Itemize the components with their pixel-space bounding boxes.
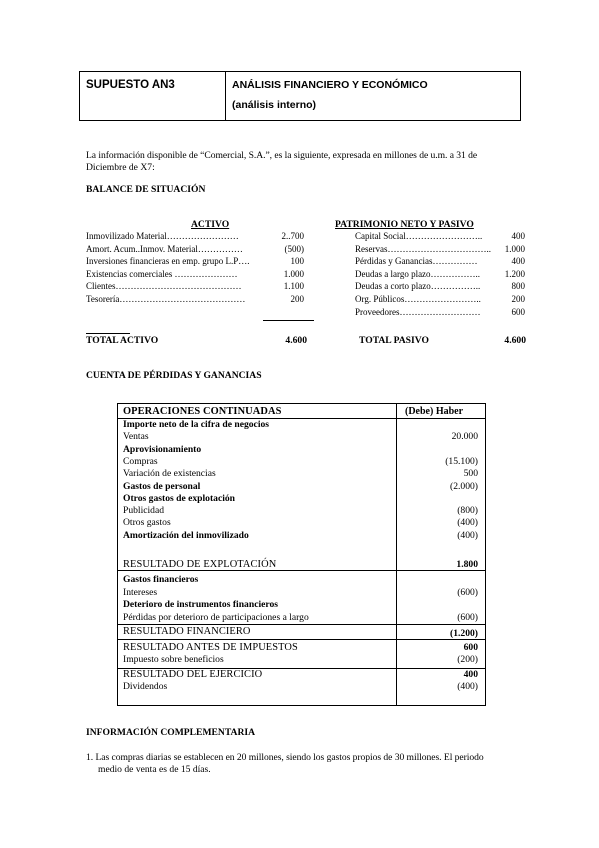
pyg-row xyxy=(118,481,485,492)
pyg-impuesto-label: Impuesto sobre beneficios xyxy=(123,654,224,665)
pyg-res-ejercicio-row xyxy=(118,669,485,680)
pyg-rule-fin-top xyxy=(118,624,485,625)
case-code: SUPUESTO AN3 xyxy=(86,79,175,91)
header-box xyxy=(79,71,521,121)
pasivo-line xyxy=(355,244,525,255)
pyg-heading: CUENTA DE PÉRDIDAS Y GANANCIAS xyxy=(86,370,262,381)
pyg-res-explotacion-row xyxy=(118,559,485,570)
pyg-row xyxy=(118,456,485,467)
pasivo-label: Pérdidas y Ganancias…………… xyxy=(355,256,478,267)
pasivo-value: 600 xyxy=(511,306,525,317)
pyg-res-financiero-row xyxy=(118,626,485,637)
pyg-row-label: Gastos financieros xyxy=(123,574,199,585)
activo-label: Amort. Acum..Inmov. Material…………… xyxy=(86,243,243,254)
pyg-row xyxy=(118,599,485,610)
pasivo-line xyxy=(355,269,525,280)
pasivo-line xyxy=(355,294,525,305)
activo-title: ACTIVO xyxy=(191,219,230,230)
activo-value: 100 xyxy=(290,256,304,267)
activo-line xyxy=(86,269,304,280)
total-pasivo-label: TOTAL PASIVO xyxy=(359,335,429,346)
pasivo-value: 400 xyxy=(511,231,525,241)
pyg-res-explotacion-value: 1.800 xyxy=(456,559,478,570)
pyg-row-label: Variación de existencias xyxy=(123,468,216,480)
pyg-row-label: Compras xyxy=(123,455,158,467)
pyg-row-value: (15.100) xyxy=(445,455,478,467)
pyg-row-label: Pérdidas por deterioro de participaciones a largo xyxy=(123,611,309,623)
pasivo-title: PATRIMONIO NETO Y PASIVO xyxy=(335,219,474,230)
total-pasivo-value: 4.600 xyxy=(504,335,526,346)
pasivo-line xyxy=(355,281,525,292)
pyg-row xyxy=(118,587,485,598)
pyg-rule-explotacion xyxy=(118,570,485,571)
pyg-row-value: (600) xyxy=(457,586,478,598)
pasivo-label: Deudas a largo plazo…………….. xyxy=(355,268,481,279)
pyg-row-value: (800) xyxy=(457,505,478,517)
activo-value: (500) xyxy=(284,243,304,254)
pyg-res-explotacion-label: RESULTADO DE EXPLOTACIÓN xyxy=(123,559,277,570)
total-activo-underline xyxy=(86,333,130,334)
pyg-row-label: Intereses xyxy=(123,586,158,598)
complementaria-item1-line2: medio de venta es de 15 días. xyxy=(98,764,211,775)
pyg-row-label: Gastos de personal xyxy=(123,480,201,492)
pyg-rule-fin-bottom xyxy=(118,639,485,640)
pyg-res-financiero-label: RESULTADO FINANCIERO xyxy=(123,626,251,637)
pyg-row xyxy=(118,505,485,516)
pyg-row xyxy=(118,517,485,528)
total-activo-label: TOTAL ACTIVO xyxy=(86,335,159,346)
pyg-row xyxy=(118,468,485,479)
activo-line xyxy=(86,244,304,255)
balance-heading: BALANCE DE SITUACIÓN xyxy=(86,184,206,195)
pyg-row-label: Deterioro de instrumentos financieros xyxy=(123,599,278,611)
pasivo-value: 800 xyxy=(511,281,525,292)
pyg-row-label: Amortización del inmovilizado xyxy=(123,529,249,541)
pasivo-value: 400 xyxy=(511,256,525,267)
case-subtitle: (análisis interno) xyxy=(232,99,317,111)
pyg-row-label: Aprovisionamiento xyxy=(123,443,202,455)
pasivo-label: Capital Social…………………….. xyxy=(355,231,483,241)
pyg-res-antes-label: RESULTADO ANTES DE IMPUESTOS xyxy=(123,642,298,653)
activo-line xyxy=(86,256,304,267)
pyg-col-operaciones: OPERACIONES CONTINUADAS xyxy=(123,406,282,417)
activo-label: Clientes…………………………………… xyxy=(86,281,242,292)
activo-value: 1.100 xyxy=(283,281,304,292)
pyg-dividendos-label: Dividendos xyxy=(123,681,168,692)
pasivo-line xyxy=(355,231,525,242)
pyg-row xyxy=(118,530,485,541)
pasivo-label: Deudas a corto plazo…………….. xyxy=(355,281,481,292)
pyg-row-label: Otros gastos de explotación xyxy=(123,492,236,504)
pyg-dividendos-row xyxy=(118,681,485,692)
pyg-res-antes-value: 600 xyxy=(463,642,478,653)
pyg-row xyxy=(118,493,485,504)
pasivo-value: 200 xyxy=(511,294,525,304)
pyg-impuesto-row xyxy=(118,654,485,665)
pasivo-label: Reservas…………………………….. xyxy=(355,243,491,254)
pyg-row-value: (400) xyxy=(457,529,478,541)
pasivo-value: 1.200 xyxy=(504,268,525,279)
pyg-row-label: Publicidad xyxy=(123,505,165,517)
activo-line xyxy=(86,281,304,292)
pyg-row xyxy=(118,431,485,442)
pyg-row xyxy=(118,444,485,455)
activo-line xyxy=(86,231,304,242)
pyg-row xyxy=(118,574,485,585)
intro-line-2: Diciembre de X7: xyxy=(86,162,155,173)
pyg-res-ejercicio-label: RESULTADO DEL EJERCICIO xyxy=(123,669,263,680)
activo-value: 1.000 xyxy=(283,268,304,279)
total-activo-value: 4.600 xyxy=(285,335,307,346)
header-divider xyxy=(225,72,226,120)
pyg-row xyxy=(118,612,485,623)
pasivo-line xyxy=(355,307,525,318)
pyg-row xyxy=(118,419,485,430)
pyg-col-debe-haber: (Debe) Haber xyxy=(405,406,464,417)
pyg-res-antes-row xyxy=(118,642,485,653)
pyg-res-ejercicio-value: 400 xyxy=(463,669,478,680)
pyg-row-value: (600) xyxy=(457,611,478,623)
pyg-table xyxy=(117,403,486,706)
pyg-row-value: (400) xyxy=(457,517,478,529)
pyg-res-financiero-value: (1.200) xyxy=(450,628,478,639)
activo-sum-line xyxy=(263,320,314,321)
pyg-row-value: 500 xyxy=(463,468,478,480)
pasivo-label: Proveedores……………………… xyxy=(355,306,481,317)
pasivo-value: 1.000 xyxy=(504,243,525,254)
intro-line-1: La información disponible de “Comercial, S.A.”, es la siguiente, expresada en millones de u.m. a 31 de xyxy=(86,150,478,161)
pyg-impuesto-value: (200) xyxy=(457,654,478,665)
complementaria-item1-line1: 1. Las compras diarias se establecen en 20 millones, siendo los gastos propios de 30 millones. El periodo xyxy=(86,752,484,763)
pasivo-label: Org. Públicos…………………….. xyxy=(355,294,481,304)
activo-label: Existencias comerciales ………………… xyxy=(86,268,238,279)
pyg-row-label: Ventas xyxy=(123,431,149,443)
pyg-row-label: Importe neto de la cifra de negocios xyxy=(123,419,270,430)
activo-label: Tesorería…………………………………… xyxy=(86,294,246,304)
activo-value: 2..700 xyxy=(281,231,304,241)
case-title: ANÁLISIS FINANCIERO Y ECONÓMICO xyxy=(232,79,428,91)
activo-label: Inversiones financieras en emp. grupo L.P…. xyxy=(86,256,250,267)
complementaria-heading: INFORMACIÓN COMPLEMENTARIA xyxy=(86,727,256,738)
activo-line xyxy=(86,294,304,305)
pyg-row-value: 20.000 xyxy=(451,431,478,443)
pyg-row-value: (2.000) xyxy=(450,480,478,492)
pasivo-line xyxy=(355,256,525,267)
pyg-dividendos-value: (400) xyxy=(457,681,478,692)
activo-value: 200 xyxy=(290,294,304,304)
pyg-row-label: Otros gastos xyxy=(123,517,171,529)
activo-label: Inmovilizado Material…………………… xyxy=(86,231,239,241)
